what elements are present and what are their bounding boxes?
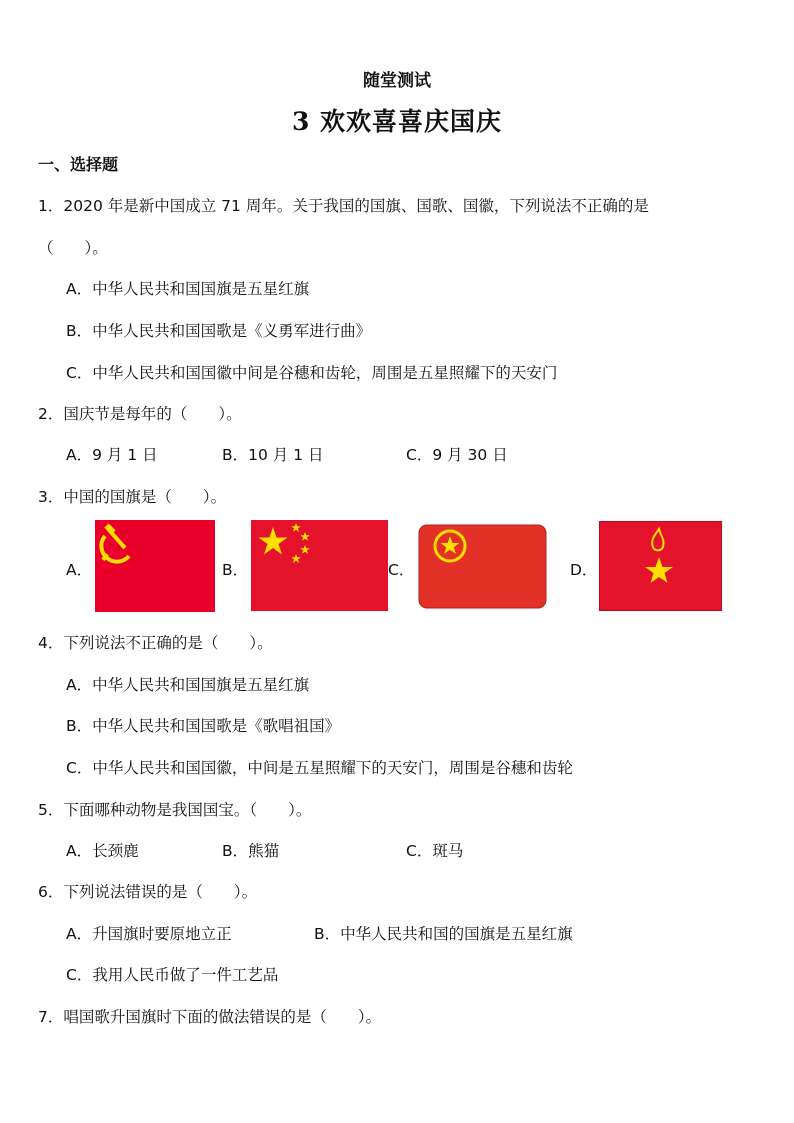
question-3-stem: 3．中国的国旗是（ ）。	[38, 488, 227, 506]
question-5-stem: 5．下面哪种动物是我国国宝。（ ）。	[38, 801, 312, 819]
question-5-option-a[interactable]: A．长颈鹿	[66, 842, 139, 860]
question-1-stem: 1．2020 年是新中国成立 71 周年。关于我国的国旗、国歌、国徽，下列说法不正确的是	[38, 197, 649, 215]
question-6-option-a[interactable]: A．升国旗时要原地立正	[66, 925, 232, 943]
section-title: 一、选择题	[38, 155, 119, 174]
national-flag-icon[interactable]	[251, 520, 388, 611]
question-1-stem-cont: （ ）。	[38, 239, 108, 257]
question-1-option-a[interactable]: A．中华人民共和国国旗是五星红旗	[66, 280, 310, 298]
question-3-option-a[interactable]: A．	[66, 561, 93, 579]
question-4-option-b[interactable]: B．中华人民共和国国歌是《歌唱祖国》	[66, 717, 341, 735]
question-3-option-b[interactable]: B．	[222, 561, 249, 579]
question-4-stem: 4．下列说法不正确的是（ ）。	[38, 634, 273, 652]
question-5-option-c[interactable]: C．斑马	[406, 842, 464, 860]
question-1-option-b[interactable]: B．中华人民共和国国歌是《义勇军进行曲》	[66, 322, 372, 340]
question-3-option-c[interactable]: C．	[388, 561, 415, 579]
question-6-option-b[interactable]: B．中华人民共和国的国旗是五星红旗	[314, 925, 573, 943]
young-pioneers-flag-icon[interactable]	[599, 521, 722, 611]
party-flag-icon[interactable]	[95, 520, 215, 612]
page-subtitle: 随堂测试	[363, 71, 431, 91]
question-7-stem: 7．唱国歌升国旗时下面的做法错误的是（ ）。	[38, 1008, 382, 1026]
page-title: 3 欢欢喜喜庆国庆	[291, 107, 503, 136]
question-2-option-a[interactable]: A．9 月 1 日	[66, 446, 158, 464]
question-2-option-c[interactable]: C．9 月 30 日	[406, 446, 508, 464]
question-5-option-b[interactable]: B．熊猫	[222, 842, 280, 860]
question-3-option-d[interactable]: D．	[570, 561, 598, 579]
youth-league-flag-icon[interactable]	[418, 524, 547, 609]
question-2-stem: 2．国庆节是每年的（ ）。	[38, 405, 242, 423]
question-1-option-c[interactable]: C．中华人民共和国国徽中间是谷穗和齿轮，周围是五星照耀下的天安门	[66, 364, 558, 382]
question-2-option-b[interactable]: B．10 月 1 日	[222, 446, 324, 464]
question-4-option-a[interactable]: A．中华人民共和国国旗是五星红旗	[66, 676, 310, 694]
question-6-stem: 6．下列说法错误的是（ ）。	[38, 883, 258, 901]
question-4-option-c[interactable]: C．中华人民共和国国徽，中间是五星照耀下的天安门，周围是谷穗和齿轮	[66, 759, 573, 777]
question-6-option-c[interactable]: C．我用人民币做了一件工艺品	[66, 966, 279, 984]
